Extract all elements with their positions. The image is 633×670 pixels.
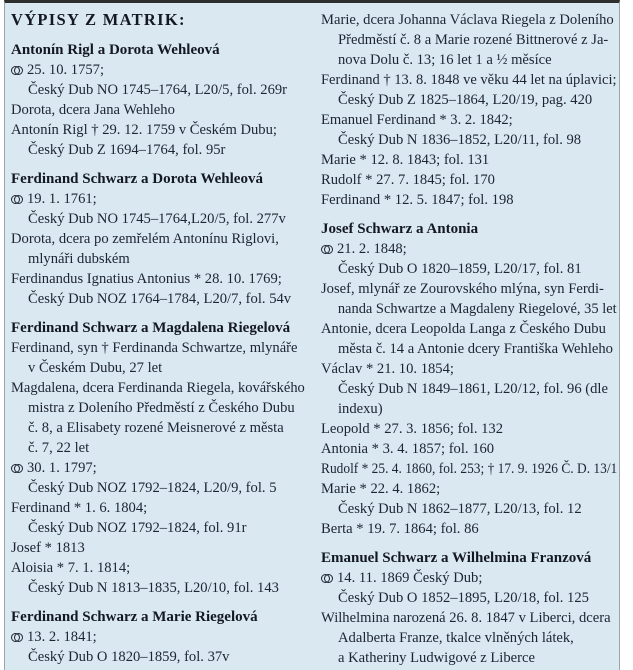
record-line: [11, 538, 305, 558]
record-line: [11, 80, 305, 100]
record-line: [321, 608, 617, 628]
record-line-text: Václav * 21. 10. 1854;: [321, 361, 454, 377]
record-line: [321, 359, 617, 379]
record-line-text: Marie * 22. 4. 1862;: [321, 481, 441, 497]
record-line-text: Předměstí č. 8 a Marie rozené Bittnerové z Ja-: [338, 32, 609, 48]
record-line: [321, 499, 617, 519]
record-line-text: Český Dub N 1813–1835, L20/10, fol. 143: [28, 580, 279, 596]
record-line-text: Leopold * 27. 3. 1856; fol. 132: [321, 421, 504, 437]
record-line-text: 21. 2. 1848;: [337, 241, 407, 257]
record-line-text: č. 7, 22 let: [28, 440, 90, 456]
record-line-text: Český Dub N 1849–1861, L20/12, fol. 96 (dle: [338, 381, 608, 397]
record-line-text: č. 8, a Elisabety rozené Meisnerové z města: [28, 420, 284, 436]
record-line: [321, 110, 617, 130]
marriage-icon: [321, 574, 333, 583]
record-line-text: 19. 1. 1761;: [27, 191, 97, 207]
right-sections: [321, 10, 617, 668]
record-line-text: Český Dub NOZ 1792–1824, L20/9, fol. 5: [28, 480, 277, 496]
record-line-text: Wilhelmina narozená 26. 8. 1847 v Liberci, dcera: [321, 610, 611, 626]
record-line: [321, 568, 617, 588]
record-line: [11, 418, 305, 438]
record-line-text: Josef * 1813: [11, 540, 85, 556]
record-line: [321, 279, 617, 299]
record-line-text: Antonín Rigl † 29. 12. 1759 v Českém Dubu;: [11, 122, 277, 138]
record-line: [321, 339, 617, 359]
record-line: [321, 439, 617, 459]
record-line-text: 30. 1. 1797;: [27, 460, 97, 476]
record-group-heading: Antonín Rigl a Dorota Wehleová: [11, 42, 220, 58]
record-line: [321, 479, 617, 499]
record-group-heading: Emanuel Schwarz a Wilhelmina Franzová: [321, 550, 592, 566]
record-line: [11, 458, 305, 478]
record-line: [321, 70, 615, 90]
record-line-text: Aloisia * 7. 1. 1814;: [11, 560, 131, 576]
record-line-text: Český Dub N 1836–1852, L20/11, fol. 98: [338, 132, 582, 148]
record-line: [321, 30, 617, 50]
record-line: [11, 378, 303, 398]
record-line-text: mistra z Doleního Předměstí z Českého Dubu: [28, 400, 295, 416]
record-line: [321, 419, 617, 439]
record-line: [321, 50, 617, 70]
record-line: [321, 399, 617, 419]
record-line: [321, 319, 617, 339]
record-line: [11, 647, 305, 667]
record-line-text: Český Dub Z 1825–1864, L20/19, pag. 420: [338, 92, 593, 108]
record-line: [11, 60, 305, 80]
record-line-text: a Katheriny Ludwigové z Liberce: [338, 650, 535, 666]
record-line-text: Berta * 19. 7. 1864; fol. 86: [321, 521, 479, 537]
record-line-text: Český Dub NO 1745–1764, L20/5, fol. 269r: [28, 82, 288, 98]
record-line-text: nanda Schwartze a Magdaleny Riegelové, 35 let: [337, 301, 617, 317]
record-line: [321, 628, 617, 648]
record-line-text: Adalberta Franze, tkalce vlněných látek,: [338, 630, 574, 646]
record-line: [11, 289, 305, 309]
record-line: [321, 190, 617, 210]
record-line-text: Magdalena, dcera Ferdinanda Riegela, kovářského: [11, 380, 305, 396]
record-line-text: Rudolf * 27. 7. 1845; fol. 170: [321, 172, 495, 188]
record-line: [11, 269, 305, 289]
record-line: [11, 140, 305, 160]
record-line-text: Ferdinand * 1. 6. 1804;: [11, 500, 148, 516]
record-line: [11, 558, 305, 578]
record-line: [11, 189, 305, 209]
record-line: [11, 478, 305, 498]
record-line-text: nova Dolu č. 13; 16 let 1 a ½ měsíce: [338, 52, 552, 68]
marriage-icon: [11, 633, 23, 642]
record-line: [11, 209, 305, 229]
record-line-text: 13. 2. 1841;: [27, 629, 97, 645]
record-line: [11, 438, 305, 458]
record-line-text: Emanuel Ferdinand * 3. 2. 1842;: [321, 112, 513, 128]
record-line-text: Český Dub O 1852–1895, L20/18, fol. 125: [338, 590, 589, 606]
record-line-text: Český Dub O 1820–1859, L20/17, fol. 81: [338, 261, 582, 277]
record-group-heading: Josef Schwarz a Antonia: [321, 221, 479, 237]
record-line-text: Ferdinand † 13. 8. 1848 ve věku 44 let na úplavici;: [321, 72, 617, 88]
record-line-text: Český Dub O 1820–1859, fol. 37v: [28, 649, 230, 665]
record-line: [11, 398, 305, 418]
record-line-text: 25. 10. 1757;: [27, 62, 105, 78]
record-line: [321, 459, 618, 479]
record-line-text: Josef, mlynář ze Zourovského mlýna, syn Ferdi-: [321, 281, 604, 297]
record-line-text: Český Dub NOZ 1764–1784, L20/7, fol. 54v: [28, 291, 292, 307]
record-line: [321, 648, 617, 668]
record-line: [321, 10, 617, 30]
left-column: [11, 9, 305, 668]
record-line-text: Marie, dcera Johanna Václava Riegela z Doleního: [321, 12, 614, 28]
record-line-text: Český Dub N 1862–1877, L20/13, fol. 12: [338, 501, 582, 517]
record-line: [321, 170, 617, 190]
record-group-heading: Ferdinand Schwarz a Dorota Wehleová: [11, 171, 263, 187]
record-line-text: Ferdinandus Ignatius Antonius * 28. 10. 1769;: [11, 271, 282, 287]
record-line: [11, 627, 305, 647]
marriage-icon: [11, 464, 23, 473]
record-line-text: Ferdinand, syn † Ferdinanda Schwartze, mlynáře: [11, 340, 298, 356]
record-line-text: města č. 14 a Antonie dcery Františka Wehleho: [338, 341, 613, 357]
record-line-text: Antonia * 3. 4. 1857; fol. 160: [321, 441, 495, 457]
record-line: [11, 100, 305, 120]
record-line: [321, 379, 617, 399]
record-line-text: v Českém Dubu, 27 let: [28, 360, 163, 376]
record-line-text: Marie * 12. 8. 1843; fol. 131: [321, 152, 490, 168]
record-line-text: Český Dub NOZ 1792–1824, fol. 91r: [28, 520, 247, 536]
record-line-text: 14. 11. 1869 Český Dub;: [337, 570, 483, 586]
record-line: [321, 130, 617, 150]
marriage-icon: [321, 245, 333, 254]
record-line-text: Ferdinand * 12. 5. 1847; fol. 198: [321, 192, 514, 208]
marriage-icon: [11, 195, 23, 204]
scanned-register-page: [4, 0, 620, 670]
record-line: [321, 239, 617, 259]
record-line-text: Antonie, dcera Leopolda Langa z Českého Dubu: [321, 321, 606, 337]
record-line: [321, 519, 617, 539]
record-line: [11, 120, 305, 140]
record-line: [11, 229, 305, 249]
record-line: [11, 358, 305, 378]
record-line: [321, 150, 617, 170]
record-group-heading: Ferdinand Schwarz a Marie Riegelová: [11, 609, 258, 625]
record-line: [321, 259, 617, 279]
record-line-text: Rudolf * 25. 4. 1860, fol. 253; † 17. 9. 1926 Č. D. 13/1: [321, 461, 618, 477]
record-group-heading: Ferdinand Schwarz a Magdalena Riegelová: [11, 320, 291, 336]
right-column: [321, 9, 617, 668]
record-line: [321, 588, 617, 608]
record-line-text: Český Dub Z 1694–1764, fol. 95r: [28, 142, 226, 158]
record-line: [11, 338, 305, 358]
record-line-text: mlynáři dubském: [28, 251, 130, 267]
two-column-layout: [11, 9, 617, 668]
record-line: [11, 578, 305, 598]
record-line: [321, 299, 617, 319]
record-line-text: Dorota, dcera po zemřelém Antonínu Riglovi,: [11, 231, 279, 247]
page-title: VÝPISY Z MATRIK:: [11, 10, 186, 29]
left-sections: [11, 40, 305, 667]
record-line: [11, 498, 305, 518]
marriage-icon: [11, 66, 23, 75]
record-line: [11, 518, 305, 538]
record-line: [321, 90, 617, 110]
record-line-text: Dorota, dcera Jana Wehleho: [11, 102, 175, 118]
record-line-text: indexu): [338, 401, 383, 417]
record-line-text: Český Dub NO 1745–1764,L20/5, fol. 277v: [28, 211, 286, 227]
record-line: [11, 249, 305, 269]
